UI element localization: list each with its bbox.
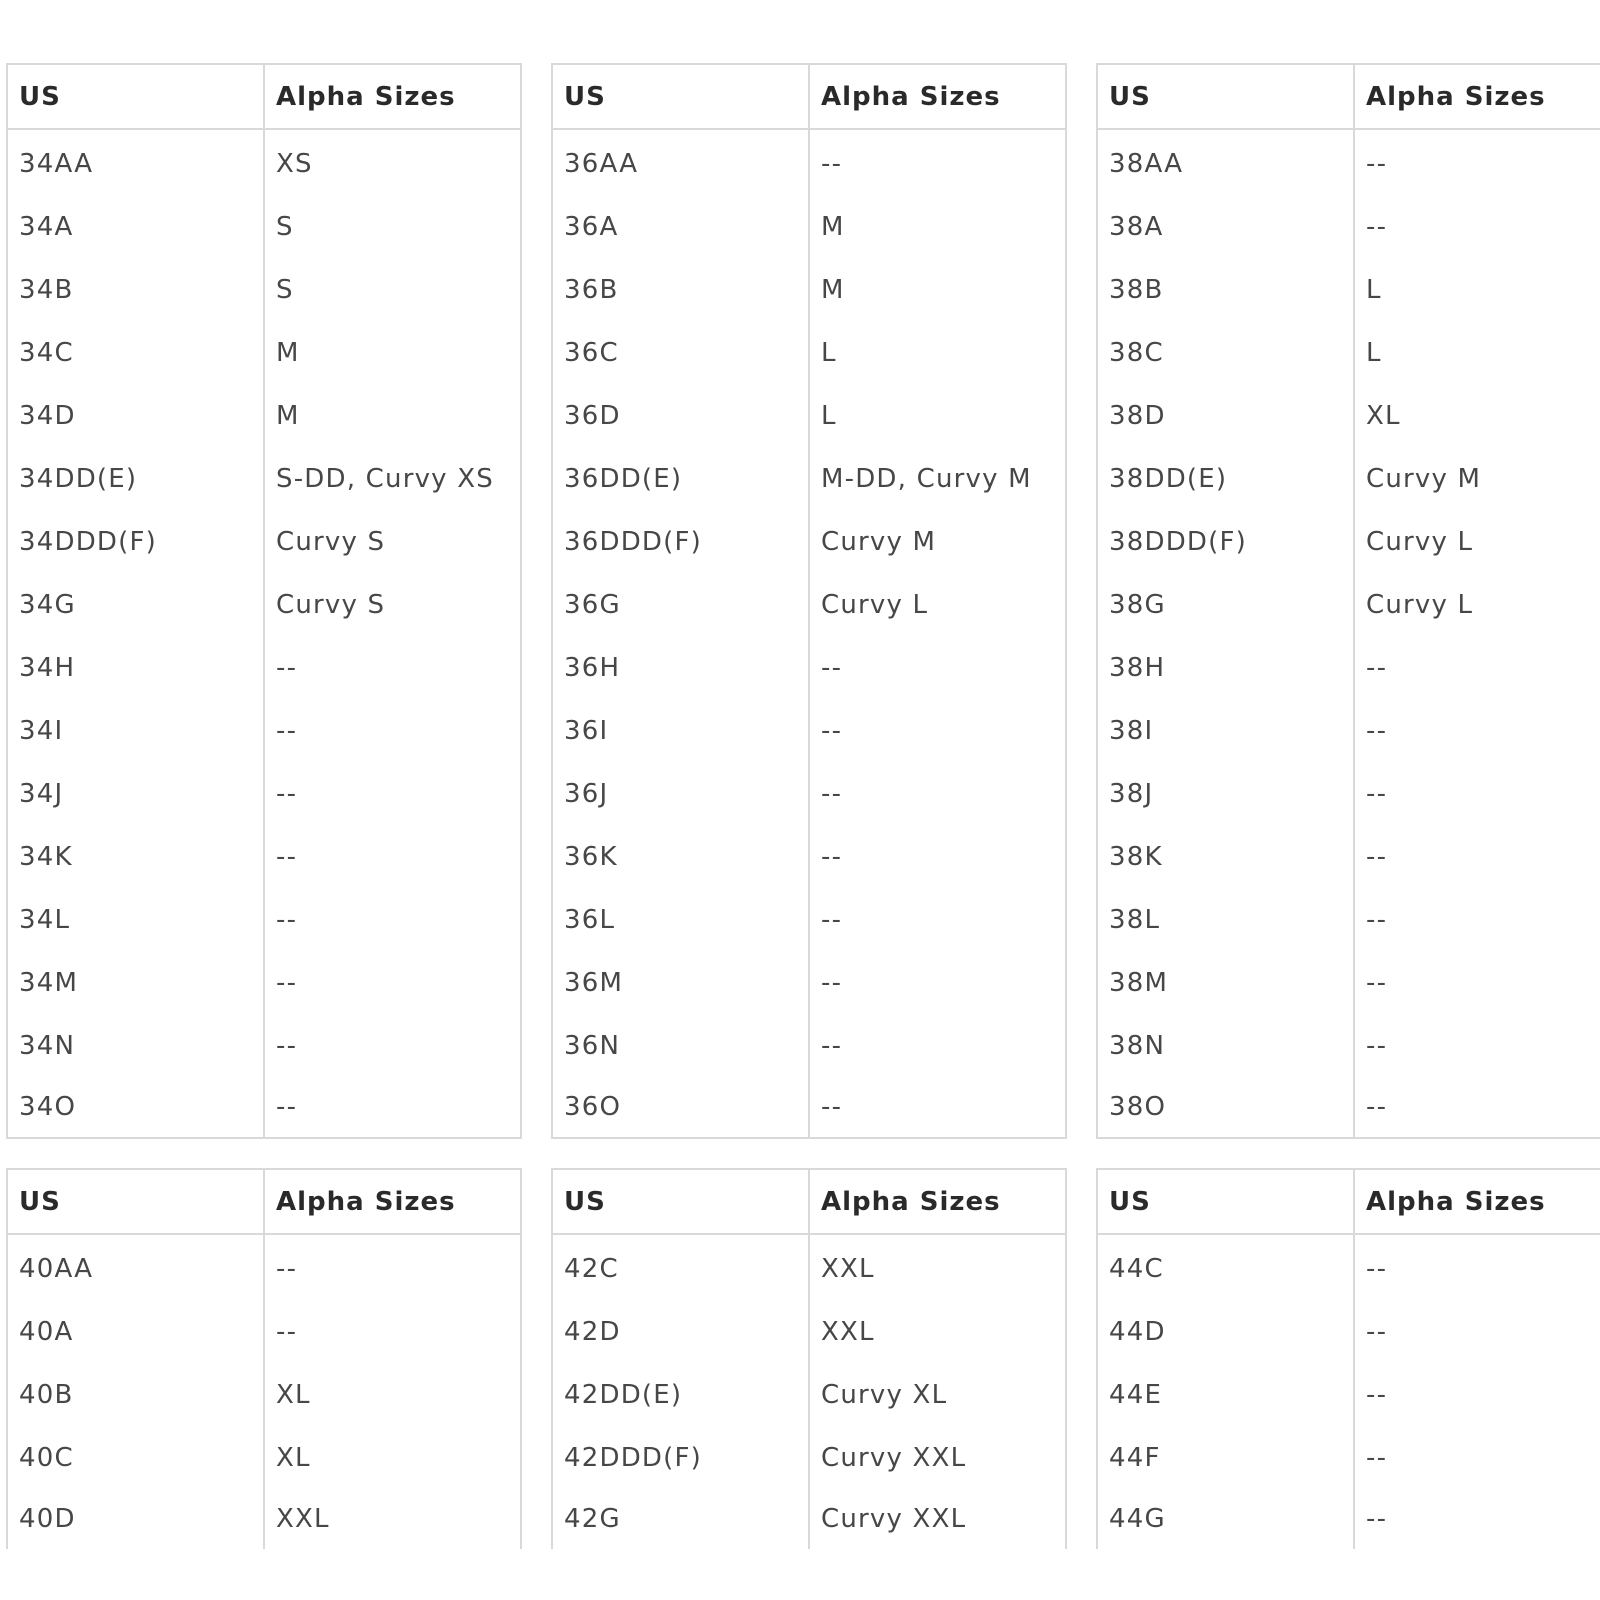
us-size-cell: 44C xyxy=(1109,1253,1164,1284)
alpha-size-cell: Curvy M xyxy=(1354,447,1600,510)
table-row xyxy=(552,636,1066,699)
table-row xyxy=(552,951,1066,1014)
us-size-cell: 38I xyxy=(1109,715,1154,746)
alpha-size-cell: L xyxy=(809,384,1066,447)
alpha-size-cell: Curvy L xyxy=(1354,573,1600,636)
table-row xyxy=(552,321,1066,384)
us-size-cell: 36AA xyxy=(564,148,639,179)
alpha-size-cell: M xyxy=(809,258,1066,321)
us-size-cell: 38D xyxy=(1109,400,1166,431)
alpha-size-cell: M xyxy=(264,321,521,384)
alpha-size-cell: XXL xyxy=(264,1489,521,1549)
table-row xyxy=(1097,1363,1600,1426)
alpha-size-cell: XS xyxy=(264,129,521,195)
table-row xyxy=(552,699,1066,762)
alpha-size-cell: S xyxy=(264,258,521,321)
alpha-size-cell: -- xyxy=(809,1014,1066,1077)
us-size-cell: 44D xyxy=(1109,1316,1166,1347)
us-size-cell: 36B xyxy=(564,274,619,305)
alpha-sizes-column-header: Alpha Sizes xyxy=(809,1169,1066,1234)
us-size-cell: 36DDD(F) xyxy=(564,526,702,557)
us-size-cell: 38B xyxy=(1109,274,1164,305)
us-size-cell: 38DD(E) xyxy=(1109,463,1228,494)
table-row xyxy=(1097,129,1600,195)
table-row xyxy=(7,321,521,384)
table-row xyxy=(7,888,521,951)
table-header-row xyxy=(552,1169,1066,1234)
alpha-size-cell: Curvy M xyxy=(809,510,1066,573)
table-row xyxy=(552,195,1066,258)
us-size-cell: 42DDD(F) xyxy=(564,1442,702,1473)
alpha-size-cell: -- xyxy=(264,762,521,825)
us-size-cell: 34DDD(F) xyxy=(19,526,157,557)
table-row xyxy=(7,447,521,510)
us-size-cell: 34C xyxy=(19,337,74,368)
table-row xyxy=(1097,258,1600,321)
alpha-size-cell: L xyxy=(1354,258,1600,321)
alpha-size-cell: M xyxy=(264,384,521,447)
table-row xyxy=(1097,1234,1600,1300)
us-size-cell: 42C xyxy=(564,1253,619,1284)
us-size-cell: 38M xyxy=(1109,967,1169,998)
us-size-cell: 38AA xyxy=(1109,148,1184,179)
alpha-size-cell: -- xyxy=(1354,1426,1600,1489)
us-size-cell: 40C xyxy=(19,1442,74,1473)
table-row xyxy=(7,129,521,195)
us-size-cell: 34D xyxy=(19,400,76,431)
alpha-size-cell: -- xyxy=(1354,1077,1600,1138)
alpha-size-cell: Curvy L xyxy=(809,573,1066,636)
alpha-size-cell: -- xyxy=(1354,1014,1600,1077)
table-body xyxy=(7,129,521,1138)
table-row xyxy=(552,573,1066,636)
alpha-size-cell: -- xyxy=(264,1077,521,1138)
us-size-cell: 44E xyxy=(1109,1379,1163,1410)
table-row xyxy=(1097,888,1600,951)
alpha-size-cell: XL xyxy=(1354,384,1600,447)
us-size-cell: 40AA xyxy=(19,1253,94,1284)
alpha-size-cell: -- xyxy=(1354,195,1600,258)
table-header-row xyxy=(1097,1169,1600,1234)
alpha-size-cell: XXL xyxy=(809,1300,1066,1363)
us-size-cell: 36C xyxy=(564,337,619,368)
alpha-size-cell: Curvy XXL xyxy=(809,1426,1066,1489)
alpha-size-cell: -- xyxy=(1354,1234,1600,1300)
us-size-cell: 34DD(E) xyxy=(19,463,138,494)
table-row xyxy=(1097,1014,1600,1077)
alpha-sizes-column-header: Alpha Sizes xyxy=(264,1169,521,1234)
table-row xyxy=(7,636,521,699)
alpha-size-cell: -- xyxy=(1354,888,1600,951)
table-row xyxy=(552,1489,1066,1549)
size-table-40 xyxy=(6,1168,522,1549)
us-size-cell: 38C xyxy=(1109,337,1164,368)
table-body xyxy=(7,1234,521,1549)
us-size-cell: 38L xyxy=(1109,904,1161,935)
alpha-size-cell: -- xyxy=(264,636,521,699)
us-size-cell: 36G xyxy=(564,589,621,620)
size-table-36 xyxy=(551,63,1067,1139)
table-row xyxy=(7,258,521,321)
us-size-cell: 36DD(E) xyxy=(564,463,683,494)
us-size-cell: 36K xyxy=(564,841,618,872)
alpha-size-cell: -- xyxy=(809,888,1066,951)
table-row xyxy=(552,888,1066,951)
alpha-size-cell: -- xyxy=(264,888,521,951)
table-body xyxy=(1097,129,1600,1138)
size-table-42 xyxy=(551,1168,1067,1549)
us-size-cell: 34J xyxy=(19,778,64,809)
alpha-size-cell: -- xyxy=(809,1077,1066,1138)
table-body xyxy=(552,129,1066,1138)
alpha-size-cell: Curvy XXL xyxy=(809,1489,1066,1549)
us-size-cell: 38H xyxy=(1109,652,1166,683)
us-size-cell: 36N xyxy=(564,1030,621,1061)
us-size-cell: 38O xyxy=(1109,1092,1167,1122)
us-size-cell: 36O xyxy=(564,1092,622,1122)
alpha-size-cell: L xyxy=(1354,321,1600,384)
table-row xyxy=(7,1300,521,1363)
table-row xyxy=(552,825,1066,888)
alpha-size-cell: -- xyxy=(1354,951,1600,1014)
table-row xyxy=(7,1363,521,1426)
table-row xyxy=(1097,321,1600,384)
table-row xyxy=(1097,699,1600,762)
us-size-cell: 34K xyxy=(19,841,73,872)
us-size-cell: 42DD(E) xyxy=(564,1379,683,1410)
table-row xyxy=(7,1426,521,1489)
table-row xyxy=(7,1234,521,1300)
alpha-size-cell: -- xyxy=(1354,825,1600,888)
us-size-cell: 38J xyxy=(1109,778,1154,809)
us-size-cell: 34L xyxy=(19,904,71,935)
table-row xyxy=(1097,510,1600,573)
us-size-cell: 34G xyxy=(19,589,76,620)
alpha-size-cell: -- xyxy=(264,1014,521,1077)
us-size-cell: 36A xyxy=(564,211,619,242)
alpha-size-cell: XXL xyxy=(809,1234,1066,1300)
table-row xyxy=(7,951,521,1014)
us-size-cell: 40D xyxy=(19,1504,76,1534)
alpha-sizes-column-header: Alpha Sizes xyxy=(809,64,1066,129)
table-row xyxy=(552,510,1066,573)
table-row xyxy=(552,447,1066,510)
alpha-size-cell: -- xyxy=(1354,636,1600,699)
us-size-cell: 34B xyxy=(19,274,74,305)
table-body xyxy=(552,1234,1066,1549)
alpha-size-cell: -- xyxy=(1354,762,1600,825)
alpha-size-cell: S-DD, Curvy XS xyxy=(264,447,521,510)
alpha-size-cell: -- xyxy=(1354,699,1600,762)
alpha-size-cell: -- xyxy=(264,699,521,762)
us-size-cell: 36D xyxy=(564,400,621,431)
us-size-cell: 38DDD(F) xyxy=(1109,526,1247,557)
us-size-cell: 34N xyxy=(19,1030,76,1061)
alpha-size-cell: XL xyxy=(264,1426,521,1489)
us-size-cell: 38G xyxy=(1109,589,1166,620)
table-row xyxy=(7,1014,521,1077)
table-row xyxy=(7,1077,521,1138)
table-row xyxy=(1097,1300,1600,1363)
table-row xyxy=(552,1300,1066,1363)
us-size-cell: 36H xyxy=(564,652,621,683)
us-column-header: US xyxy=(1097,1169,1354,1234)
table-row xyxy=(552,258,1066,321)
alpha-size-cell: M-DD, Curvy M xyxy=(809,447,1066,510)
alpha-size-cell: -- xyxy=(809,636,1066,699)
table-row xyxy=(7,762,521,825)
us-size-cell: 40A xyxy=(19,1316,74,1347)
alpha-size-cell: -- xyxy=(809,951,1066,1014)
alpha-size-cell: -- xyxy=(1354,1489,1600,1549)
alpha-size-cell: L xyxy=(809,321,1066,384)
us-size-cell: 36L xyxy=(564,904,616,935)
us-size-cell: 38K xyxy=(1109,841,1163,872)
table-row xyxy=(7,195,521,258)
table-header-row xyxy=(7,64,521,129)
us-size-cell: 44G xyxy=(1109,1504,1166,1534)
alpha-size-cell: -- xyxy=(264,1234,521,1300)
alpha-sizes-column-header: Alpha Sizes xyxy=(264,64,521,129)
alpha-size-cell: -- xyxy=(809,699,1066,762)
alpha-size-cell: -- xyxy=(264,951,521,1014)
table-row xyxy=(552,1234,1066,1300)
table-row xyxy=(7,1489,521,1549)
alpha-size-cell: -- xyxy=(809,762,1066,825)
table-row xyxy=(7,573,521,636)
alpha-size-cell: -- xyxy=(809,825,1066,888)
table-row xyxy=(1097,762,1600,825)
us-size-cell: 36M xyxy=(564,967,624,998)
table-row xyxy=(1097,573,1600,636)
alpha-size-cell: M xyxy=(809,195,1066,258)
table-row xyxy=(1097,951,1600,1014)
table-row xyxy=(1097,1077,1600,1138)
table-row xyxy=(1097,195,1600,258)
us-column-header: US xyxy=(1097,64,1354,129)
alpha-size-cell: XL xyxy=(264,1363,521,1426)
us-size-cell: 36J xyxy=(564,778,609,809)
table-row xyxy=(1097,384,1600,447)
table-header-row xyxy=(1097,64,1600,129)
us-size-cell: 34I xyxy=(19,715,64,746)
us-column-header: US xyxy=(552,64,809,129)
us-size-cell: 34A xyxy=(19,211,74,242)
table-header-row xyxy=(7,1169,521,1234)
us-column-header: US xyxy=(552,1169,809,1234)
alpha-size-cell: -- xyxy=(264,1300,521,1363)
size-table-38 xyxy=(1096,63,1600,1139)
alpha-size-cell: -- xyxy=(1354,129,1600,195)
table-row xyxy=(552,1426,1066,1489)
us-size-cell: 42G xyxy=(564,1504,621,1534)
alpha-size-cell: Curvy S xyxy=(264,510,521,573)
alpha-sizes-column-header: Alpha Sizes xyxy=(1354,64,1600,129)
table-row xyxy=(7,510,521,573)
us-size-cell: 36I xyxy=(564,715,609,746)
us-column-header: US xyxy=(7,64,264,129)
alpha-size-cell: Curvy L xyxy=(1354,510,1600,573)
alpha-size-cell: S xyxy=(264,195,521,258)
us-column-header: US xyxy=(7,1169,264,1234)
us-size-cell: 34M xyxy=(19,967,79,998)
table-row xyxy=(7,699,521,762)
table-row xyxy=(7,825,521,888)
us-size-cell: 42D xyxy=(564,1316,621,1347)
alpha-size-cell: Curvy XL xyxy=(809,1363,1066,1426)
table-row xyxy=(1097,636,1600,699)
table-row xyxy=(552,1363,1066,1426)
table-row xyxy=(552,1077,1066,1138)
table-row xyxy=(1097,825,1600,888)
table-row xyxy=(1097,447,1600,510)
alpha-size-cell: -- xyxy=(264,825,521,888)
us-size-cell: 40B xyxy=(19,1379,74,1410)
us-size-cell: 38N xyxy=(1109,1030,1166,1061)
us-size-cell: 38A xyxy=(1109,211,1164,242)
alpha-size-cell: -- xyxy=(809,129,1066,195)
table-row xyxy=(7,384,521,447)
table-row xyxy=(1097,1426,1600,1489)
table-header-row xyxy=(552,64,1066,129)
table-row xyxy=(552,129,1066,195)
us-size-cell: 34AA xyxy=(19,148,94,179)
alpha-sizes-column-header: Alpha Sizes xyxy=(1354,1169,1600,1234)
us-size-cell: 44F xyxy=(1109,1442,1161,1473)
table-row xyxy=(1097,1489,1600,1549)
us-size-cell: 34O xyxy=(19,1092,77,1122)
size-table-34 xyxy=(6,63,522,1139)
table-body xyxy=(1097,1234,1600,1549)
table-row xyxy=(552,1014,1066,1077)
table-row xyxy=(552,384,1066,447)
table-row xyxy=(552,762,1066,825)
alpha-size-cell: Curvy S xyxy=(264,573,521,636)
alpha-size-cell: -- xyxy=(1354,1363,1600,1426)
size-table-44 xyxy=(1096,1168,1600,1549)
alpha-size-cell: -- xyxy=(1354,1300,1600,1363)
us-size-cell: 34H xyxy=(19,652,76,683)
